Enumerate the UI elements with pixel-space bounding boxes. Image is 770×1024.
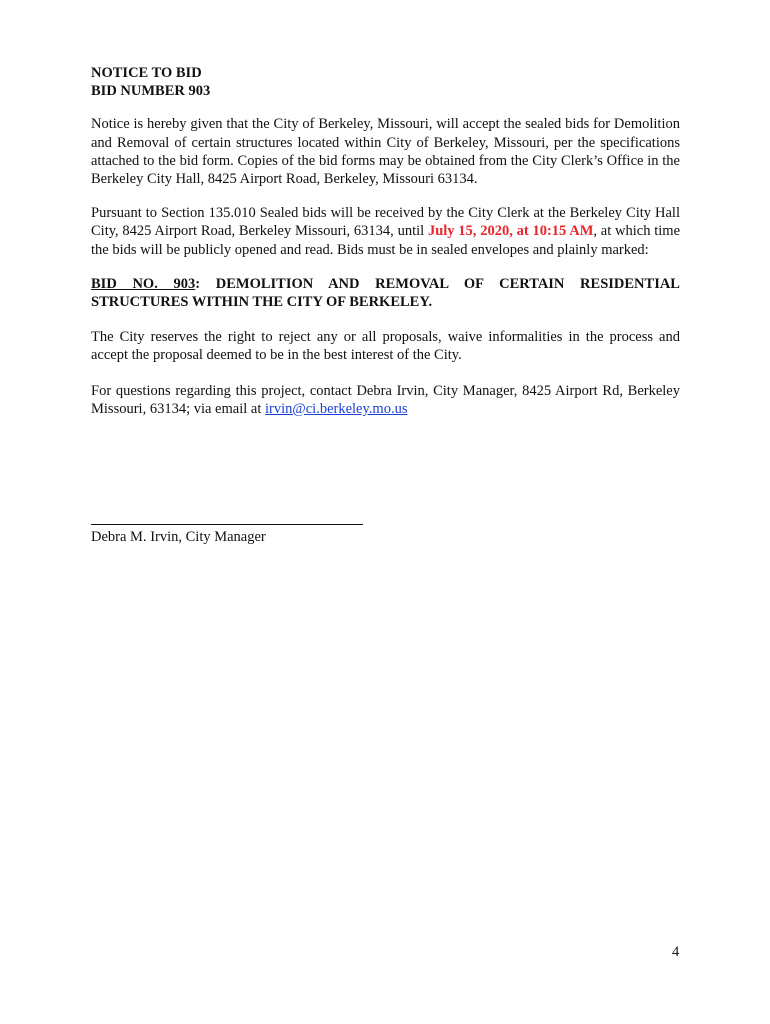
reservation-paragraph: The City reserves the right to reject any or all proposals, waive informalities in the process and accept the proposal deemed to be in the best interest of the City. — [91, 329, 680, 364]
signature-name: Debra M. Irvin, City Manager — [91, 529, 266, 545]
bid-description: DEMOLITION AND REMOVAL OF CERTAIN RESIDENTIAL STRUCTURES WITHIN THE CITY OF BERKELEY. — [91, 275, 680, 311]
submission-paragraph — [91, 204, 680, 259]
contact-paragraph — [91, 382, 680, 418]
intro-paragraph: Notice is hereby given that the City of Berkeley, Missouri, will accept the sealed bids for Demolition and Removal of certain structures located within City of Berkeley, Missouri, per the specifications attached to the bid form. Copies of the bid forms may be obtained from the City Clerk’s Office in the Berkeley City Hall, 8425 Airport Road, Berkeley, Missouri 63134. — [91, 116, 680, 188]
signature-line — [91, 524, 363, 525]
bid-number: BID NUMBER 903 — [91, 83, 211, 100]
bid-deadline: July 15, 2020, at 10:15 AM — [427, 223, 594, 240]
submission-text: Pursuant to Section 135.010 Sealed bids will be received by the City Clerk at the Berkeley City Hall City, 8425 Airport Road, Berkeley Missouri, 63134, until — [91, 205, 680, 240]
bid-title-paragraph — [91, 275, 680, 311]
notice-title: NOTICE TO BID — [91, 65, 202, 81]
page-number: 4 — [672, 944, 680, 960]
contact-email-link[interactable]: irvin@ci.berkeley.mo.us — [264, 400, 408, 417]
bid-label: BID NO. 903 — [91, 275, 196, 292]
contact-text: For questions regarding this project, contact Debra Irvin, City Manager, 8425 Airport Rd, Berkeley Missouri, 63134; via email at — [91, 382, 680, 417]
submission-text-continued: , at which time the bids will be publicly opened and read. Bids must be in sealed envelopes and plainly marked: — [91, 223, 681, 258]
bid-separator: : — [195, 275, 216, 292]
notice-body — [91, 64, 680, 418]
